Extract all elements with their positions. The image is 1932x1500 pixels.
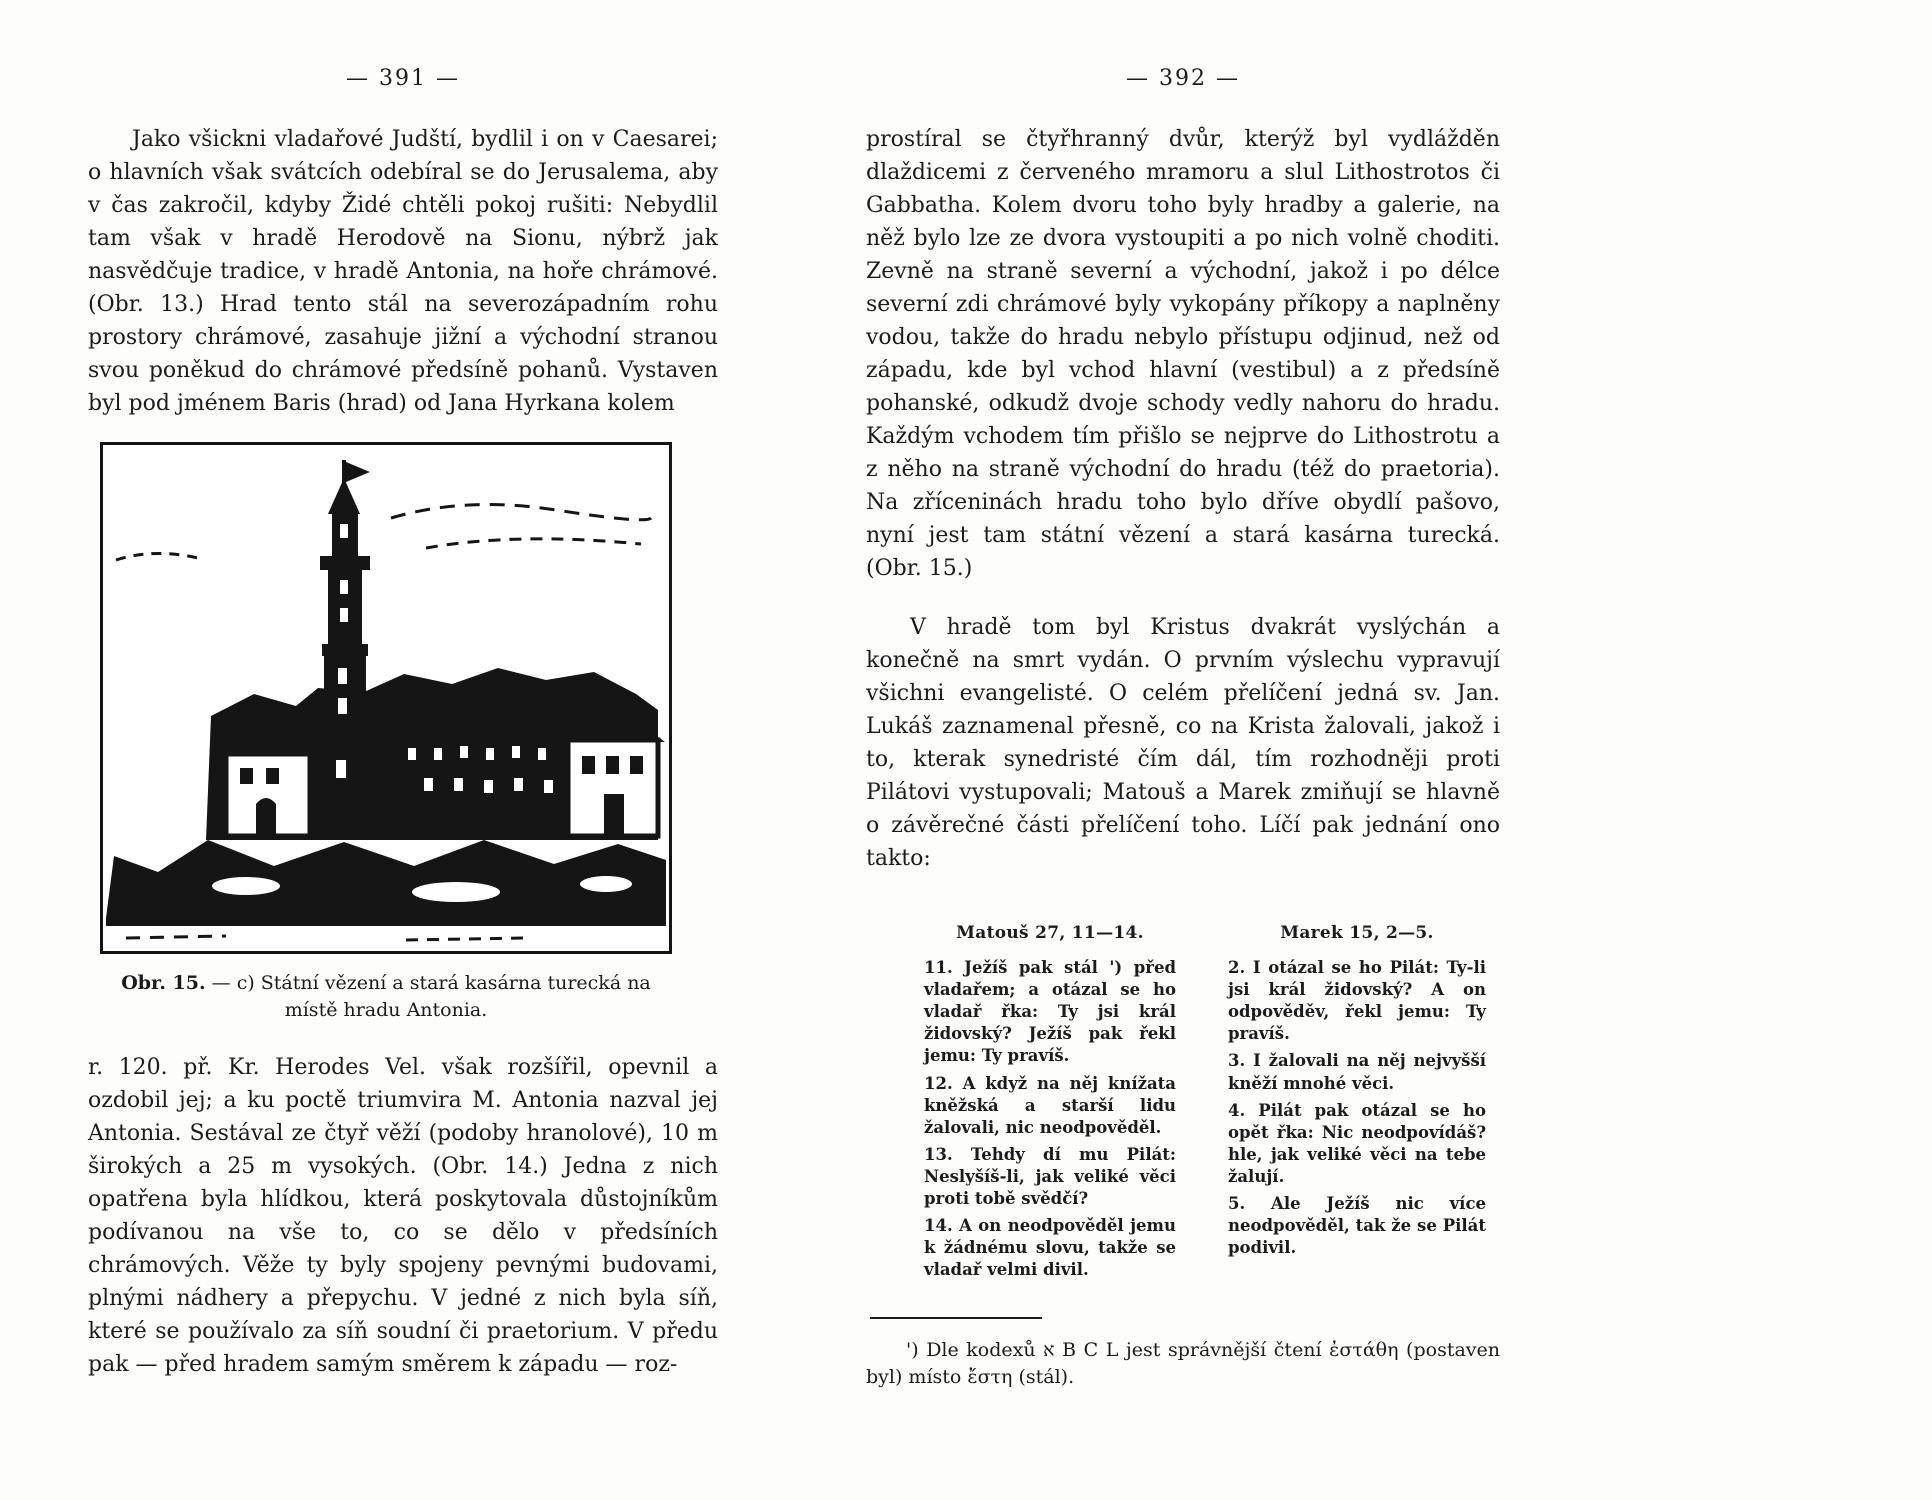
figure-caption-text: — c) Státní vězení a stará kasárna turecká na místě hradu Antonia. xyxy=(205,972,651,1021)
gospel-column-matthew xyxy=(924,923,1176,1287)
gospel-heading-matthew: Matouš 27, 11—14. xyxy=(956,923,1144,943)
gospel-parallel-columns xyxy=(866,923,1500,1287)
figure-antonia xyxy=(100,442,672,1023)
fortress-woodcut-illustration xyxy=(106,448,666,948)
verse-mark-2: 2. I otázal se ho Pilát: Ty-li jsi král židovský? A on odpověděv, řekl jemu: Ty pravíš. xyxy=(1228,958,1486,1044)
footnote-separator xyxy=(870,1317,1042,1319)
verse-mark-3: 3. I žalovali na něj nejvyšší kněží mnohé věci. xyxy=(1228,1051,1486,1093)
verse-mark-5: 5. Ale Ježíš nic více neodpověděl, tak že se Pilát podivil. xyxy=(1228,1194,1486,1258)
gospel-heading-mark: Marek 15, 2—5. xyxy=(1280,923,1434,943)
paragraph-kristus: V hradě tom byl Kristus dvakrát vyslýchán a konečně na smrt vydán. O prvním výslechu vypravují všichni evangelisté. O celém přelíčení jedná sv. Jan. Lukáš zaznamenal přesně, co na Krista žalovali, jakož i to, kterak synedristé čím dál, tím rozhodněji proti Pilátovi vystupovali; Matouš a Marek zmiňují se hlavně o závěrečné části přelíčení toho. Líčí pak jednání ono takto: xyxy=(866,615,1500,871)
page-number-right: — 392 — xyxy=(1126,66,1240,91)
verse-matthew-12: 12. A když na něj knížata kněžská a starší lidu žalovali, nic neodpověděl. xyxy=(924,1073,1176,1137)
verse-mark-4: 4. Pilát pak otázal se ho opět řka: Nic neodpovídáš? hle, jak veliké věci na tebe žalují. xyxy=(1228,1100,1486,1186)
paragraph-lithostrotos: prostíral se čtyřhranný dvůr, kterýž byl vydlážděn dlaždicemi z červeného mramoru a slul Lithostrotos či Gabbatha. Kolem dvoru toho byly hradby a galerie, na něž bylo lze ze dvora vystoupiti a po nich volně choditi. Zevně na straně severní a východní, jakož i po délce severní zdi chrámové byly vykopány příkopy a naplněny vodou, takže do hradu nebylo přístupu odjinud, než od západu, kde byl vchod hlavní (vestibul) a z předsíně pohanské, odkudž dvoje schody vedly nahoru do hradu. Každým vchodem tím přišlo se nejprve do Lithostrotu a z něho na straně východní do hradu (též do praetoria). Na zříceninách hradu toho bylo dříve obydlí pašovo, nyní jest tam státní vězení a stará kasárna turecká. (Obr. 15.) xyxy=(866,127,1500,581)
paragraph-caesarea: Jako všickni vladařové Judští, bydlil i on v Caesarei; o hlavních však svátcích odebíral se do Jerusalema, aby v čas zakročil, kdyby Židé chtěli pokoj rušiti: Nebydlil tam však v hradě Herodově na Sionu, nýbrž jak nasvědčuje tradice, v hradě Antonia, na hoře chrámové. (Obr. 13.) Hrad tento stál na severozápadním rohu prostory chrámové, zasahuje jižní a východní stranou svou poněkud do chrámové předsíně pohanů. Vystaven byl pod jménem Baris (hrad) od Jana Hyrkana kolem xyxy=(88,127,718,416)
gospel-column-mark xyxy=(1228,923,1486,1287)
page-number-left: — 391 — xyxy=(346,66,460,91)
footnote: ') Dle kodexů א B C L jest správnější čtení ἐστάθη (postaven byl) místo ἔστη (stál). xyxy=(866,1338,1500,1389)
figure-frame xyxy=(100,442,672,954)
verse-matthew-13: 13. Tehdy dí mu Pilát: Neslyšíš-li, jak veliké věci proti tobě svědčí? xyxy=(924,1144,1176,1209)
paragraph-herodes: r. 120. př. Kr. Herodes Vel. však rozšířil, opevnil a ozdobil jej; a ku poctě triumvira M. Antonia nazval jej Antonia. Sestával ze čtyř věží (podoby hranolové), 10 m širokých a 25 m vysokých. (Obr. 14.) Jedna z nich opatřena byla hlídkou, která poskytovala důstojníkům podívanou na vše to, co se dělo v předsíních chrámových. Věže ty byly spojeny pevnými budovami, plnými nádhery a přepychu. V jedné z nich byla síň, které se používalo za síň soudní či praetorium. V předu pak — před hradem samým směrem k západu — roz- xyxy=(88,1055,718,1378)
page-392 xyxy=(866,66,1500,1392)
page-391 xyxy=(88,66,718,1381)
figure-caption-label: Obr. 15. xyxy=(121,972,206,994)
verse-matthew-11: 11. Ježíš pak stál ') před vladařem; a otázal se ho vladař řka: Ty jsi král židovský? Ježíš pak řekl jemu: Ty pravíš. xyxy=(924,958,1176,1066)
verse-matthew-14: 14. A on neodpověděl jemu k žádnému slovu, takže se vladař velmi divil. xyxy=(924,1216,1176,1280)
figure-caption xyxy=(100,970,672,1023)
